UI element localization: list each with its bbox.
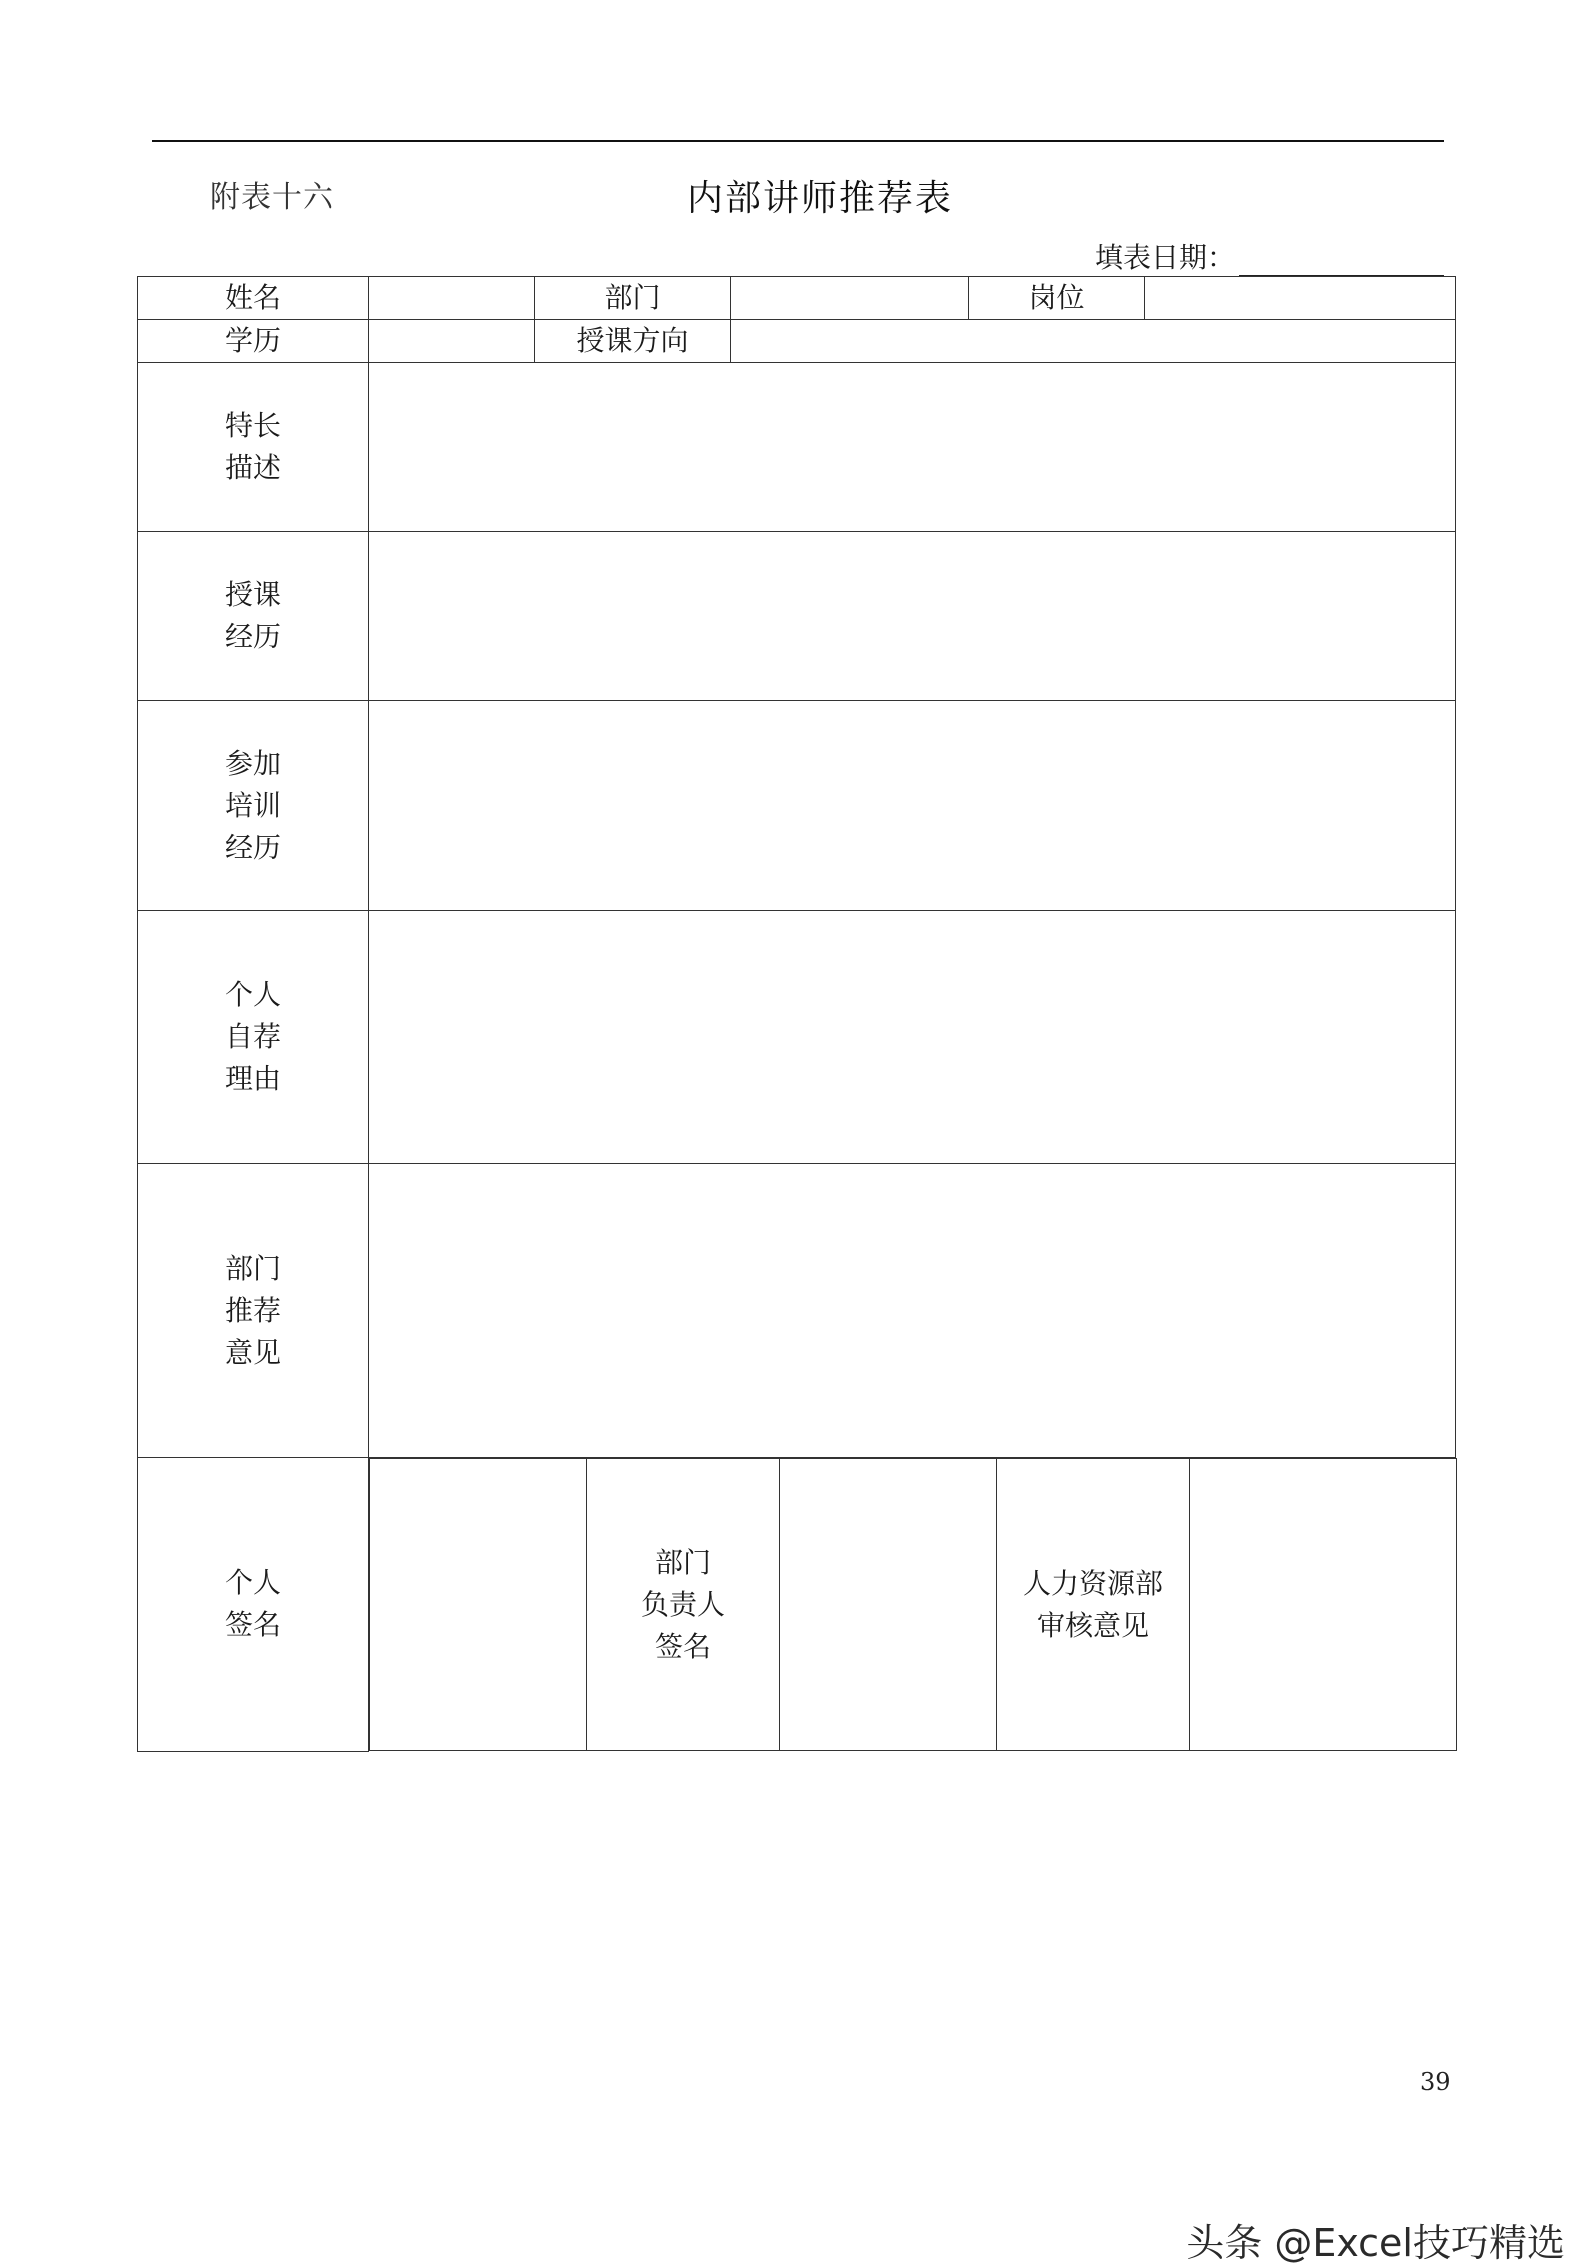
signature-subtable xyxy=(369,1458,1457,1751)
position-field[interactable] xyxy=(1145,277,1456,320)
teaching-experience-label-line: 授课 xyxy=(224,578,281,611)
dept-head-signature-label-line: 签名 xyxy=(654,1629,711,1663)
hr-review-label xyxy=(997,1459,1190,1751)
self-recommendation-field[interactable] xyxy=(369,911,1456,1164)
position-label: 岗位 xyxy=(969,277,1145,320)
fill-date-label: 填表日期： xyxy=(1094,241,1235,274)
self-recommendation-label xyxy=(138,911,369,1164)
training-experience-label-line: 经历 xyxy=(224,830,281,864)
teaching-experience-field[interactable] xyxy=(369,532,1456,701)
training-experience-label-line: 参加 xyxy=(224,746,281,780)
table-row xyxy=(138,1458,1456,1752)
fill-date-field[interactable] xyxy=(1239,245,1444,276)
table-row xyxy=(370,1459,1457,1751)
teaching-direction-label: 授课方向 xyxy=(535,320,731,363)
page-title: 内部讲师推荐表 xyxy=(686,178,953,219)
table-row xyxy=(138,532,1456,701)
dept-recommendation-label-line: 推荐 xyxy=(224,1293,281,1327)
dept-head-signature-label-line: 部门 xyxy=(654,1545,711,1579)
signature-row-container xyxy=(369,1458,1456,1752)
table-row xyxy=(138,701,1456,911)
specialty-field[interactable] xyxy=(369,363,1456,532)
teaching-experience-label-line: 经历 xyxy=(224,620,281,653)
fill-date xyxy=(1095,236,1444,276)
hr-review-label-line: 人力资源部 xyxy=(1022,1566,1163,1600)
personal-signature-label xyxy=(138,1458,369,1752)
dept-recommendation-label-line: 部门 xyxy=(224,1251,281,1285)
table-row xyxy=(138,277,1456,320)
appendix-label: 附表十六 xyxy=(210,180,334,215)
personal-signature-field[interactable] xyxy=(370,1459,587,1751)
table-row xyxy=(138,363,1456,532)
specialty-label-line: 特长 xyxy=(224,409,281,442)
specialty-label xyxy=(138,363,369,532)
training-experience-label xyxy=(138,701,369,911)
personal-signature-label-line: 签名 xyxy=(224,1608,281,1642)
dept-recommendation-label xyxy=(138,1164,369,1458)
dept-head-signature-field[interactable] xyxy=(780,1459,997,1751)
specialty-label-line: 描述 xyxy=(224,451,281,484)
hr-review-field[interactable] xyxy=(1190,1459,1457,1751)
training-experience-field[interactable] xyxy=(369,701,1456,911)
self-recommendation-label-line: 自荐 xyxy=(224,1020,281,1053)
page-number: 39 xyxy=(1420,2068,1451,2096)
education-label: 学历 xyxy=(138,320,369,363)
self-recommendation-label-line: 个人 xyxy=(224,978,281,1011)
watermark-text: 头条 @Excel技巧精选 xyxy=(1186,2221,1565,2265)
training-experience-label-line: 培训 xyxy=(224,788,281,822)
dept-recommendation-label-line: 意见 xyxy=(224,1335,281,1369)
table-row xyxy=(138,1164,1456,1458)
name-field[interactable] xyxy=(369,277,535,320)
dept-label: 部门 xyxy=(535,277,731,320)
dept-field[interactable] xyxy=(731,277,969,320)
self-recommendation-label-line: 理由 xyxy=(224,1062,281,1095)
top-rule xyxy=(152,140,1444,142)
teaching-experience-label xyxy=(138,532,369,701)
personal-signature-label-line: 个人 xyxy=(224,1566,281,1600)
dept-head-signature-label-line: 负责人 xyxy=(640,1587,725,1621)
dept-recommendation-field[interactable] xyxy=(369,1164,1456,1458)
teaching-direction-field[interactable] xyxy=(731,320,1456,363)
hr-review-label-line: 审核意见 xyxy=(1036,1608,1149,1642)
table-row xyxy=(138,320,1456,363)
recommendation-form-table xyxy=(137,276,1456,1752)
table-row xyxy=(138,911,1456,1164)
dept-head-signature-label xyxy=(587,1459,780,1751)
education-field[interactable] xyxy=(369,320,535,363)
name-label: 姓名 xyxy=(138,277,369,320)
